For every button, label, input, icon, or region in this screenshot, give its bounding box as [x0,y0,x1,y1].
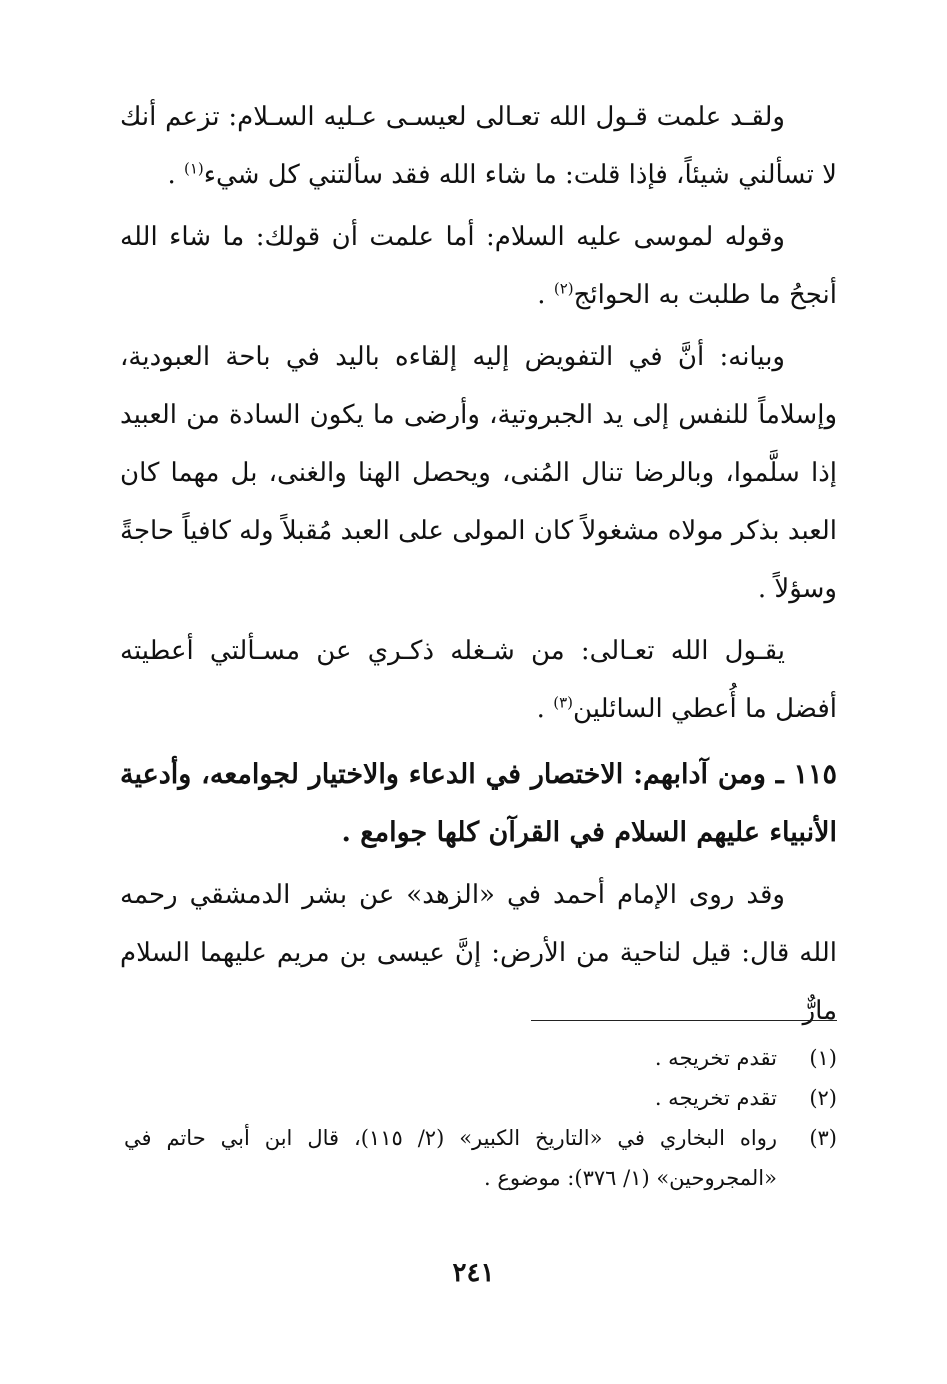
footnote-3 [124,1118,837,1198]
main-text [120,88,837,1044]
page-number: ٢٤١ [452,1258,495,1288]
footnote-1 [124,1038,837,1078]
paragraph-4: يقـول الله تعـالى: من شـغله ذكـري عن مسـألتي أعطيته أفضل ما أُعطي السائلين$^{(٣)}$ . [120,636,837,724]
footnote-ref-3[interactable]: (٣) [553,693,573,712]
footnote-ref-1[interactable]: (١) [183,159,204,178]
footnote-divider [531,1020,837,1021]
section-heading: ١١٥ ـ ومن آدابهم: الاختصار في الدعاء والاختيار لجوامعه، وأدعية الأنبياء عليهم السلام في القرآن كلها جوامع . [120,759,838,848]
footnote-text: تقدم تخريجه . [654,1046,777,1070]
footnote-number: (٢) [809,1086,837,1110]
paragraph-3: وبيانه: أنَّ في التفويض إليه إلقاءه باليد في باحة العبودية، وإسلاماً للنفس إلى يد الجبروتية، وأرضى ما يكون السادة من العبيد إذا سلَّموا، وبالرضا تنال المُنى، ويحصل الهنا والغنى، بل مهما كان العبد بذكر مولاه مشغولاً كان المولى على العبد مُقبلاً وله كافياً حاجةً وسؤلاً . [120,342,837,604]
footnote-number: (٣) [809,1126,837,1150]
footnote-text: تقدم تخريجه . [654,1086,777,1110]
footnotes [124,1038,837,1198]
footnote-number: (١) [809,1046,837,1070]
paragraph-1: ولقـد علمت قـول الله تعـالى لعيسـى عـليه السـلام: تزعم أنك لا تسألني شيئاً، فإذا قلت: ما شاء الله فقد سألتني كل شيء$^{(١)}$ . [120,102,837,190]
footnote-text: رواه البخاري في «التاريخ الكبير» (٢/ ١١٥)، قال ابن أبي حاتم في «المجروحين» (١/ ٣٧٦): موضوع . [124,1126,777,1190]
paragraph-5: وقد روى الإمام أحمد في «الزهد» عن بشر الدمشقي رحمه الله قال: قيل لناحية من الأرض: إنَّ عيسى بن مريم عليهما السلام مارٌّ [120,880,837,1026]
footnote-2 [124,1078,837,1118]
paragraph-2: وقوله لموسى عليه السلام: أما علمت أن قولك: ما شاء الله أنجحُ ما طلبت به الحوائج$^{(٢)}$ . [120,222,837,310]
footnote-ref-2[interactable]: (٢) [553,279,574,298]
